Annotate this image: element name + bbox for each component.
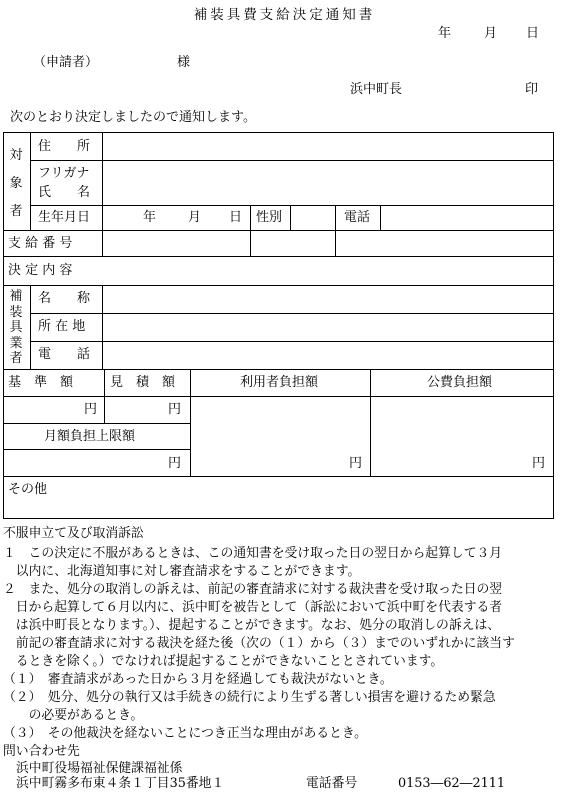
contact-address: 浜中町霧多布東４条１丁目35番地１ <box>16 776 225 791</box>
notice-line: は浜中町長となります。）、提起することができます。なお、処分の取消しの訴えは、 <box>3 618 501 633</box>
decision-label: 決 定 内 容 <box>8 263 73 278</box>
user-burden-label: 利用者負担額 <box>240 375 319 390</box>
issuer-name: 浜中町長 <box>350 82 403 97</box>
other-label: その他 <box>8 482 48 497</box>
applicant-label: （申請者） <box>33 55 99 70</box>
monthly-cap-label: 月額負担上限額 <box>44 429 136 444</box>
document-title: 補装具費支給決定通知書 <box>193 7 376 23</box>
estimate-label: 見 積 額 <box>110 375 176 390</box>
notice-line: るときを除く。）でなければ提起することができないこととされています。 <box>3 654 444 669</box>
furigana-label: フリガナ <box>38 166 90 181</box>
payment-number-label: 支 給 番 号 <box>8 236 73 251</box>
notice-line: 以内に、北海道知事に対し審査請求をすることができます。 <box>3 564 361 579</box>
vendor-name-label: 名 称 <box>38 291 91 306</box>
notice-line: ２ また、処分の取消しの訴えは、前記の審査請求に対する裁決書を受け取った日の翌 <box>3 582 503 597</box>
date-day-label: 日 <box>526 26 540 41</box>
birth-month-label: 月 <box>188 210 202 225</box>
name-label: 氏 名 <box>38 185 91 200</box>
notice-heading: 不服申立て及び取消訴訟 <box>3 526 144 541</box>
notice-line: （２） 処分、処分の執行又は手続きの続行により生ずる著しい損害を避けるため緊急 <box>3 690 496 705</box>
date-month-label: 月 <box>484 26 498 41</box>
contact-phone-label: 電話番号 <box>306 776 358 791</box>
honorific-sama: 様 <box>177 55 191 70</box>
notice-line: 日から起算して６月以内に、浜中町を被告として（訴訟において浜中町を代表する者 <box>3 600 503 615</box>
notice-line: （３） その他裁決を経ないことにつき正当な理由があるとき。 <box>3 726 367 741</box>
estimate-yen-unit: 円 <box>168 402 182 417</box>
subject-label: 対象者 <box>9 148 23 219</box>
seal-mark: 印 <box>525 82 539 97</box>
standard-yen-unit: 円 <box>84 402 98 417</box>
birth-year-label: 年 <box>143 210 157 225</box>
standard-amount-label: 基 準 額 <box>8 375 74 390</box>
birth-day-label: 日 <box>229 210 243 225</box>
address-label: 住 所 <box>38 139 91 154</box>
contact-office: 浜中町役場福祉保健課福祉係 <box>16 761 183 776</box>
monthly-cap-yen-unit: 円 <box>168 456 182 471</box>
vendor-location-label: 所 在 地 <box>38 319 86 334</box>
intro-text: 次のとおり決定しましたので通知します。 <box>10 110 256 125</box>
date-year-label: 年 <box>438 26 452 41</box>
public-burden-yen-unit: 円 <box>532 456 546 471</box>
vendor-phone-label: 電 話 <box>38 347 91 362</box>
birthdate-label: 生年月日 <box>38 210 91 225</box>
public-burden-label: 公費負担額 <box>427 375 493 390</box>
contact-phone-number: 0153―62―2111 <box>398 776 506 791</box>
gender-label: 性別 <box>256 210 283 225</box>
vendor-label: 補装具業者 <box>9 289 23 367</box>
notice-line: の必要があるとき。 <box>3 708 144 723</box>
notice-line: （１） 審査請求があった日から３月を経過しても裁決がないとき。 <box>3 672 393 687</box>
notice-line: 前記の審査請求に対する裁決を経た後（次の（１）から（３）までのいずれかに該当す <box>3 636 515 651</box>
phone-label: 電話 <box>344 210 371 225</box>
notice-line: １ この決定に不服があるときは、この通知書を受け取った日の翌日から起算して３月 <box>3 546 503 561</box>
contact-heading: 問い合わせ先 <box>3 744 80 759</box>
user-burden-yen-unit: 円 <box>349 456 363 471</box>
